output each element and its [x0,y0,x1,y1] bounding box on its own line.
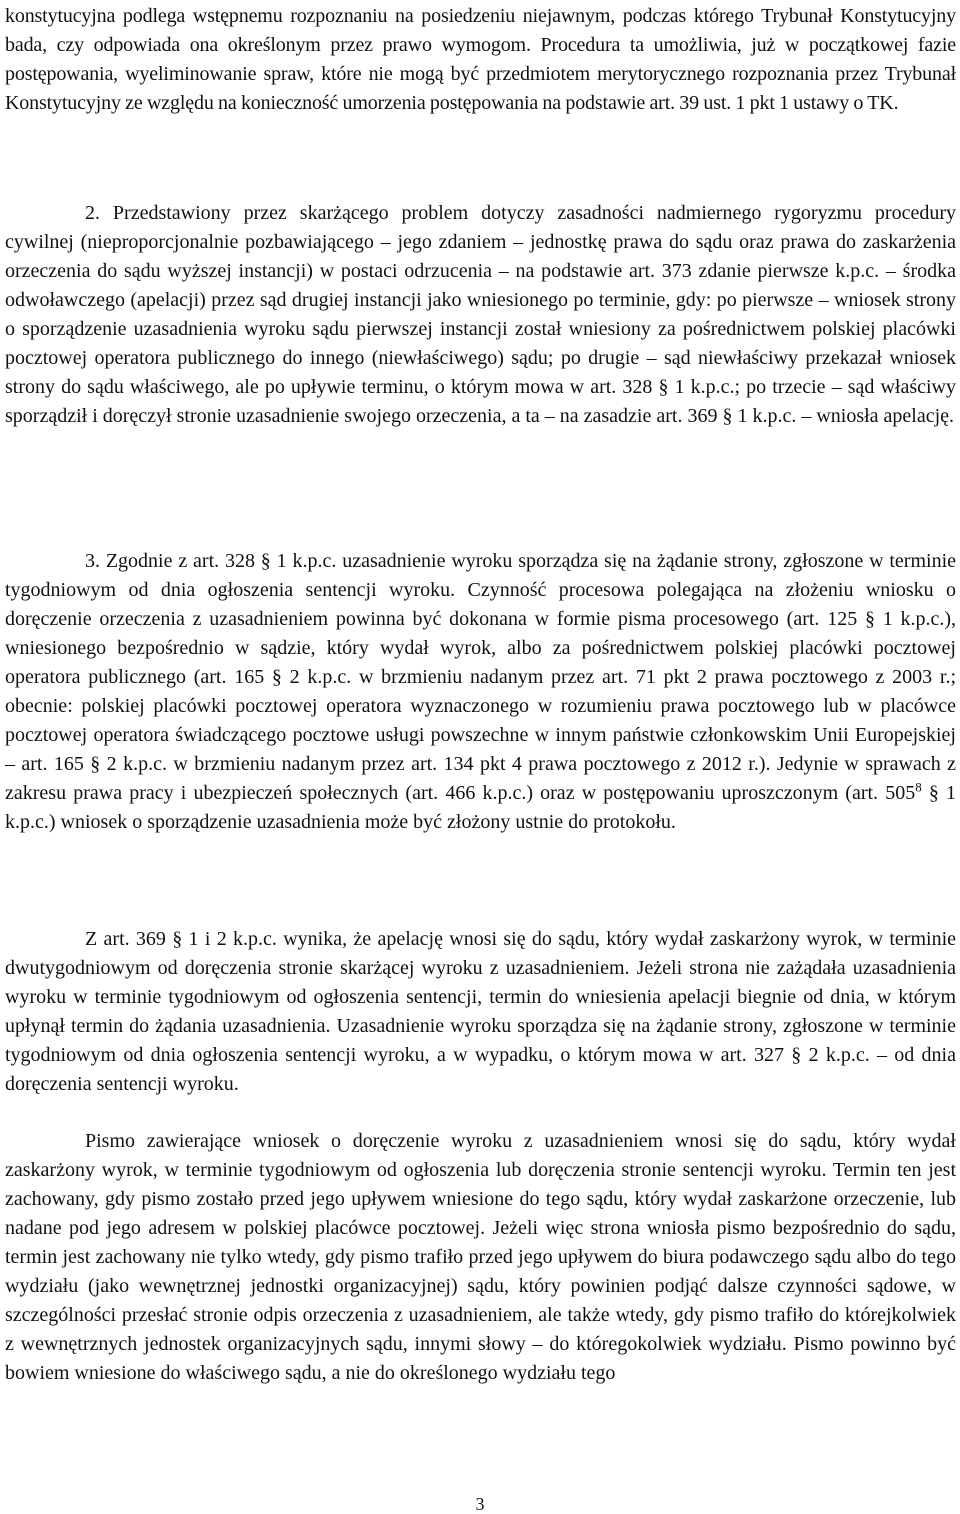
paragraph-section-3 [5,547,956,837]
paragraph-intro: konstytucyjna podlega wstępnemu rozpoznaniu na posiedzeniu niejawnym, podczas którego Trybunał Konstytucyjny bada, czy odpowiada ona określonym przez prawo wymogom. Procedura ta umożliwia, już w początkowej fazie postępowania, wyeliminowanie spraw, które nie mogą być przedmiotem merytorycznego rozpoznania przez Trybunał Konstytucyjny ze względu na konieczność umorzenia postępowania na podstawie art. 39 ust. 1 pkt 1 ustawy o TK. [5,5,956,114]
page-number: 3 [475,1494,485,1514]
section-3-superscript: 8 [915,779,922,795]
paragraph-art-369: Z art. 369 § 1 i 2 k.p.c. wynika, że apelację wnosi się do sądu, który wydał zaskarżony wyrok, w terminie dwutygodniowym od doręczenia stronie skarżącej wyroku z uzasadnieniem. Jeżeli strona nie zażądała uzasadnienia wyroku w terminie tygodniowym od ogłoszenia sentencji, termin do wniesienia apelacji biegnie od dnia, w którym upłynął termin do żądania uzasadnienia. Uzasadnienie wyroku sporządza się na żądanie strony, zgłoszone w terminie tygodniowym od dnia ogłoszenia sentencji wyroku, a w wypadku, o którym mowa w art. 327 § 2 k.p.c. – od dnia doręczenia sentencji wyroku. [5,928,956,1095]
section-3-text-part-2: § 1 k.p.c.) wniosek o sporządzenie uzasadnienia może być złożony ustnie do protokołu. [5,782,957,833]
paragraph-pismo: Pismo zawierające wniosek o doręczenie wyroku z uzasadnieniem wnosi się do sądu, który wydał zaskarżony wyrok, w terminie tygodniowym od ogłoszenia lub doręczenia stronie sentencji wyroku. Termin ten jest zachowany, gdy pismo zostało przed jego upływem wniesione do tego sądu, który wydał zaskarżone orzeczenie, lub nadane pod jego adresem w polskiej placówce pocztowej. Jeżeli więc strona wniosła pismo bezpośrednio do sądu, termin jest zachowany nie tylko wtedy, gdy pismo trafiło przed jego upływem do biura podawczego sądu albo do tego wydziału (jako wewnętrznej jednostki organizacyjnej) sądu, który powinien podjąć dalsze czynności sądowe, w szczególności przesłać stronie odpis orzeczenia z uzasadnieniem, ale także wtedy, gdy pismo trafiło do którejkolwiek z wewnętrznych jednostek organizacyjnych sądu, innymi słowy – do któregokolwiek wydziału. Pismo powinno być bowiem wniesione do właściwego sądu, a nie do określonego wydziału tego [5,1130,956,1384]
paragraph-section-2: 2. Przedstawiony przez skarżącego problem dotyczy zasadności nadmiernego rygoryzmu procedury cywilnej (nieproporcjonalnie pozbawiającego – jego zdaniem – jednostkę prawa do sądu oraz prawa do zaskarżenia orzeczenia do sądu wyższej instancji) w postaci odrzucenia – na podstawie art. 373 zdanie pierwsze k.p.c. – środka odwoławczego (apelacji) przez sąd drugiej instancji jako wniesionego po terminie, gdy: po pierwsze – wniosek strony o sporządzenie uzasadnienia wyroku sądu pierwszej instancji został wniesiony za pośrednictwem polskiej placówki pocztowej operatora publicznego do innego (niewłaściwego) sądu; po drugie – sąd niewłaściwy przekazał wniosek strony do sądu właściwego, ale po upływie terminu, o którym mowa w art. 328 § 1 k.p.c.; po trzecie – sąd właściwy sporządził i doręczył stronie uzasadnienie swojego orzeczenia, a ta – na zasadzie art. 369 § 1 k.p.c. – wniosła apelację. [5,202,956,427]
section-3-text-part-1: 3. Zgodnie z art. 328 § 1 k.p.c. uzasadnienie wyroku sporządza się na żądanie strony, zgłoszone w terminie tygodniowym od dnia ogłoszenia sentencji wyroku. Czynność procesowa polegająca na złożeniu wniosku o doręczenie orzeczenia z uzasadnieniem powinna być dokonana w formie pisma procesowego (art. 125 § 1 k.p.c.), wniesionego bezpośrednio w sądzie, który wydał wyrok, albo za pośrednictwem polskiej placówki pocztowej operatora publicznego (art. 165 § 2 k.p.c. w brzmieniu nadanym przez art. 71 pkt 2 prawa pocztowego z 2003 r.; obecnie: polskiej placówki pocztowej operatora wyznaczonego w rozumieniu prawa pocztowego lub w placówce pocztowej operatora świadczącego pocztowe usługi powszechne w innym państwie członkowskim Unii Europejskiej – art. 165 § 2 k.p.c. w brzmieniu nadanym przez art. 134 pkt 4 prawa pocztowego z 2012 r.). Jedynie w sprawach z zakresu prawa pracy i ubezpieczeń społecznych (art. 466 k.p.c.) oraz w postępowaniu uproszczonym (art. 505 [5,550,956,804]
